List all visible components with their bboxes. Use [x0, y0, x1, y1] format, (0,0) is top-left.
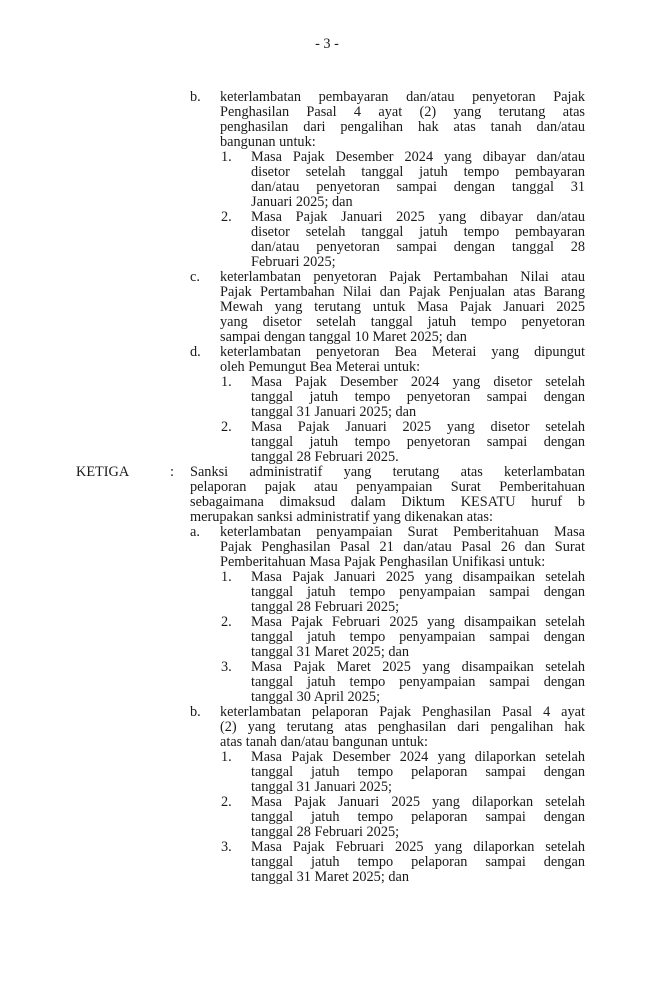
- text-row: [0, 540, 654, 555]
- text-line: tanggal jatuh tempo pelaporan sampai dengan: [251, 809, 585, 825]
- text-row: [0, 135, 654, 150]
- text-row: [0, 105, 654, 120]
- text-line: Masa Pajak Desember 2024 yang dibayar dan/atau: [251, 149, 585, 165]
- text-row: [0, 870, 654, 885]
- numbered-item: [0, 210, 654, 270]
- text-line: Masa Pajak Januari 2025 yang disampaikan setelah: [251, 569, 585, 585]
- text-line: Pemberitahuan Masa Pajak Penghasilan Unifikasi untuk:: [220, 554, 546, 570]
- text-row: [0, 345, 654, 360]
- text-row: [0, 90, 654, 105]
- text-row: [0, 180, 654, 195]
- numbered-item: [0, 375, 654, 420]
- item-marker: c.: [190, 269, 200, 285]
- text-line: Februari 2025;: [251, 254, 336, 270]
- text-line: Masa Pajak Februari 2025 yang disampaikan setelah: [251, 614, 585, 630]
- text-row: [0, 285, 654, 300]
- text-line: Masa Pajak Desember 2024 yang dilaporkan setelah: [251, 749, 585, 765]
- numbered-item: [0, 660, 654, 705]
- text-line: tanggal jatuh tempo penyampaian sampai dengan: [251, 629, 585, 645]
- text-row: [0, 660, 654, 675]
- text-row: [0, 720, 654, 735]
- text-row: [0, 675, 654, 690]
- text-line: atas tanah dan/atau bangunan untuk:: [220, 734, 429, 750]
- item-marker: 3.: [221, 839, 232, 855]
- text-line: tanggal jatuh tempo pelaporan sampai dengan: [251, 764, 585, 780]
- text-line: Januari 2025; dan: [251, 194, 353, 210]
- item-marker: a.: [190, 524, 200, 540]
- item-marker: b.: [190, 89, 201, 105]
- text-row: [0, 405, 654, 420]
- text-line: keterlambatan pembayaran dan/atau penyetoran Pajak: [220, 89, 585, 105]
- text-line: tanggal jatuh tempo penyetoran sampai dengan: [251, 389, 585, 405]
- lettered-item: [0, 525, 654, 570]
- item-marker: 2.: [221, 614, 232, 630]
- text-row: [0, 765, 654, 780]
- text-row: [0, 480, 654, 495]
- text-row: [0, 750, 654, 765]
- numbered-item: [0, 570, 654, 615]
- text-row: [0, 165, 654, 180]
- text-row: [0, 705, 654, 720]
- numbered-item: [0, 420, 654, 465]
- text-row: [0, 810, 654, 825]
- text-row: [0, 390, 654, 405]
- text-row: [0, 525, 654, 540]
- text-line: Masa Pajak Desember 2024 yang disetor setelah: [251, 374, 585, 390]
- text-row: [0, 195, 654, 210]
- text-row: [0, 510, 654, 525]
- text-line: Mewah yang terutang untuk Masa Pajak Januari 2025: [220, 299, 585, 315]
- item-marker: 2.: [221, 794, 232, 810]
- text-row: [0, 315, 654, 330]
- text-row: [0, 435, 654, 450]
- text-line: Pajak Penghasilan Pasal 21 dan/atau Pasal 26 dan Surat: [220, 539, 585, 555]
- text-line: dan/atau penyetoran sampai dengan tanggal 31: [251, 179, 585, 195]
- text-line: sampai dengan tanggal 10 Maret 2025; dan: [220, 329, 467, 345]
- text-line: pelaporan pajak atau penyampaian Surat Pemberitahuan: [190, 479, 585, 495]
- text-line: Masa Pajak Januari 2025 yang disetor setelah: [251, 419, 585, 435]
- text-line: disetor setelah tanggal jatuh tempo pembayaran: [251, 224, 585, 240]
- text-row: [0, 225, 654, 240]
- text-line: Masa Pajak Januari 2025 yang dilaporkan setelah: [251, 794, 585, 810]
- text-row: [0, 465, 654, 480]
- text-line: Masa Pajak Februari 2025 yang dilaporkan setelah: [251, 839, 585, 855]
- item-marker: 2.: [221, 419, 232, 435]
- text-row: [0, 360, 654, 375]
- text-row: [0, 255, 654, 270]
- item-marker: 1.: [221, 374, 232, 390]
- lettered-item: [0, 345, 654, 375]
- text-line: penghasilan dari pengalihan hak atas tanah dan/atau: [220, 119, 585, 135]
- text-line: yang disetor setelah tanggal jatuh tempo penyetoran: [220, 314, 585, 330]
- text-line: keterlambatan pelaporan Pajak Penghasilan Pasal 4 ayat: [220, 704, 585, 720]
- text-row: [0, 630, 654, 645]
- text-line: tanggal 28 Februari 2025;: [251, 824, 400, 840]
- text-row: [0, 825, 654, 840]
- text-row: [0, 795, 654, 810]
- page-number: - 3 -: [315, 36, 339, 52]
- text-row: [0, 855, 654, 870]
- text-line: Masa Pajak Maret 2025 yang disampaikan setelah: [251, 659, 585, 675]
- text-row: [0, 645, 654, 660]
- numbered-item: [0, 840, 654, 885]
- item-marker: d.: [190, 344, 201, 360]
- text-line: Sanksi administratif yang terutang atas keterlambatan: [190, 464, 585, 480]
- text-row: [0, 420, 654, 435]
- text-line: oleh Pemungut Bea Meterai untuk:: [220, 359, 421, 375]
- text-line: tanggal 31 Maret 2025; dan: [251, 644, 410, 660]
- text-row: [0, 495, 654, 510]
- text-line: dan/atau penyetoran sampai dengan tanggal 28: [251, 239, 585, 255]
- text-row: [0, 600, 654, 615]
- text-row: [0, 270, 654, 285]
- text-line: Penghasilan Pasal 4 ayat (2) yang terutang atas: [220, 104, 585, 120]
- text-row: [0, 735, 654, 750]
- text-line: tanggal jatuh tempo pelaporan sampai dengan: [251, 854, 585, 870]
- numbered-item: [0, 795, 654, 840]
- text-row: [0, 555, 654, 570]
- item-marker: 1.: [221, 149, 232, 165]
- text-line: tanggal jatuh tempo penyetoran sampai dengan: [251, 434, 585, 450]
- text-line: (2) yang terutang atas penghasilan dari pengalihan hak: [220, 719, 585, 735]
- lettered-item: [0, 90, 654, 150]
- text-row: [0, 615, 654, 630]
- text-line: tanggal jatuh tempo penyampaian sampai dengan: [251, 584, 585, 600]
- item-marker: 1.: [221, 569, 232, 585]
- text-line: disetor setelah tanggal jatuh tempo pembayaran: [251, 164, 585, 180]
- dictum-paragraph: [0, 465, 654, 525]
- dictum-label: KETIGA: [76, 464, 130, 480]
- item-marker: 3.: [221, 659, 232, 675]
- text-row: [0, 210, 654, 225]
- text-row: [0, 120, 654, 135]
- text-row: [0, 780, 654, 795]
- text-row: [0, 450, 654, 465]
- item-marker: b.: [190, 704, 201, 720]
- text-line: Pajak Pertambahan Nilai dan Pajak Penjualan atas Barang: [220, 284, 585, 300]
- numbered-item: [0, 750, 654, 795]
- text-row: [0, 240, 654, 255]
- text-row: [0, 150, 654, 165]
- text-line: bangunan untuk:: [220, 134, 316, 150]
- text-row: [0, 570, 654, 585]
- text-row: [0, 300, 654, 315]
- text-line: tanggal 31 Maret 2025; dan: [251, 869, 410, 885]
- text-row: [0, 330, 654, 345]
- text-line: tanggal 28 Februari 2025;: [251, 599, 400, 615]
- text-line: keterlambatan penyampaian Surat Pemberitahuan Masa: [220, 524, 585, 540]
- text-line: tanggal 30 April 2025;: [251, 689, 381, 705]
- lettered-item: [0, 705, 654, 750]
- text-line: Masa Pajak Januari 2025 yang dibayar dan/atau: [251, 209, 585, 225]
- text-line: merupakan sanksi administratif yang dikenakan atas:: [190, 509, 493, 525]
- text-line: tanggal 31 Januari 2025; dan: [251, 404, 417, 420]
- text-row: [0, 840, 654, 855]
- numbered-item: [0, 615, 654, 660]
- text-line: tanggal 31 Januari 2025;: [251, 779, 392, 795]
- item-marker: 2.: [221, 209, 232, 225]
- dictum-colon: :: [170, 464, 174, 480]
- text-line: keterlambatan penyetoran Pajak Pertambahan Nilai atau: [220, 269, 585, 285]
- text-line: keterlambatan penyetoran Bea Meterai yang dipungut: [220, 344, 585, 360]
- text-row: [0, 690, 654, 705]
- text-row: [0, 585, 654, 600]
- text-line: sebagaimana dimaksud dalam Diktum KESATU huruf b: [190, 494, 585, 510]
- document-body: [0, 90, 654, 885]
- text-row: [0, 375, 654, 390]
- text-line: tanggal 28 Februari 2025.: [251, 449, 399, 465]
- text-line: tanggal jatuh tempo penyampaian sampai dengan: [251, 674, 585, 690]
- numbered-item: [0, 150, 654, 210]
- lettered-item: [0, 270, 654, 345]
- item-marker: 1.: [221, 749, 232, 765]
